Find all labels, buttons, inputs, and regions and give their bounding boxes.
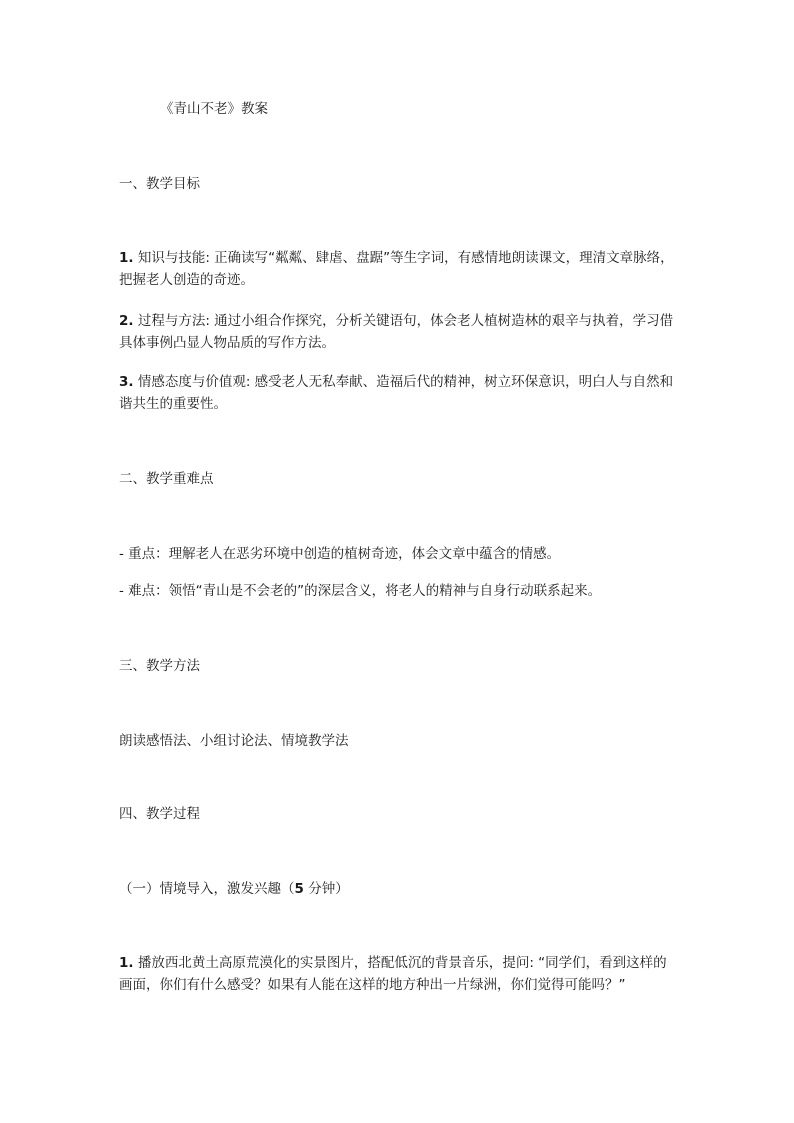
goal-item-2	[119, 310, 679, 354]
teaching-methods: 朗读感悟法、小组讨论法、情境教学法	[119, 733, 349, 749]
section-heading-key-points: 二、教学重难点	[119, 471, 214, 487]
step-1-item-1	[119, 952, 679, 996]
step-1-heading	[119, 878, 349, 900]
section-heading-goals: 一、教学目标	[119, 176, 200, 192]
goal-text-3: 情感态度与价值观: 感受老人无私奉献、造福后代的精神，树立环保意识，明白人与自然和谐共生的重要性。	[119, 374, 674, 412]
step-1-item-number: 1.	[119, 955, 134, 971]
step-1-heading-pre: （一）情境导入，激发兴趣（	[119, 881, 295, 897]
goal-text-1: 知识与技能: 正确读写“粼粼、肆虐、盘踞”等生字词，有感情地朗读课文，理清文章脉络，把握老人创造的奇迹。	[119, 250, 674, 288]
goal-item-3	[119, 371, 679, 415]
section-heading-methods: 三、教学方法	[119, 658, 200, 674]
difficult-point: - 难点：领悟“青山是不会老的”的深层含义，将老人的精神与自身行动联系起来。	[119, 583, 602, 599]
goal-item-1	[119, 247, 679, 291]
document-title: 《青山不老》教案	[160, 101, 268, 117]
goal-number-3: 3.	[119, 374, 134, 390]
goal-text-2: 过程与方法: 通过小组合作探究，分析关键语句，体会老人植树造林的艰辛与执着，学习借具体事例凸显人物品质的写作方法。	[119, 313, 674, 351]
step-1-heading-post: 分钟）	[303, 881, 349, 897]
key-point: - 重点：理解老人在恶劣环境中创造的植树奇迹，体会文章中蕴含的情感。	[119, 546, 561, 562]
step-1-item-text: 播放西北黄土高原荒漠化的实景图片，搭配低沉的背景音乐，提问: “同学们，看到这样的画面，你们有什么感受？如果有人能在这样的地方种出一片绿洲，你们觉得可能吗？”	[119, 955, 667, 993]
section-heading-process: 四、教学过程	[119, 806, 200, 822]
step-1-heading-num: 5	[294, 881, 304, 897]
goal-number-2: 2.	[119, 313, 134, 329]
goal-number-1: 1.	[119, 250, 134, 266]
